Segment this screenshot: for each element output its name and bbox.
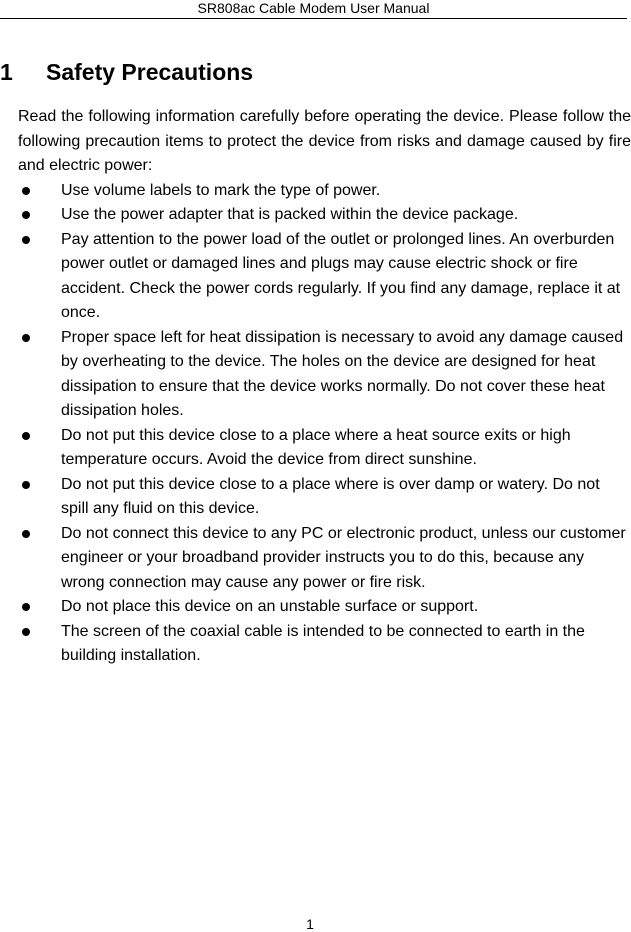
precaution-text: Proper space left for heat dissipation is necessary to avoid any damage caused by overheating to the device. The holes on the device are designed for heat dissipation to ensure that the device works normally. Do not cover these heat dissipation holes. bbox=[61, 328, 624, 419]
bullet-icon bbox=[22, 187, 30, 195]
precaution-item bbox=[18, 595, 631, 620]
precaution-item bbox=[18, 203, 631, 228]
bullet-icon bbox=[22, 481, 30, 489]
precaution-text: Do not connect this device to any PC or electronic product, unless our customer engineer or your broadband provider instructs you to do this, because any wrong connection may cause any power or fire risk. bbox=[61, 524, 626, 591]
precaution-item bbox=[18, 179, 631, 204]
bullet-icon bbox=[22, 334, 30, 342]
precaution-text: Do not put this device close to a place where a heat source exits or high temperature occurs. Avoid the device from direct sunshine. bbox=[61, 426, 571, 468]
manual-title: SR808ac Cable Modem User Manual bbox=[197, 0, 430, 16]
precaution-item bbox=[18, 424, 631, 473]
precaution-item bbox=[18, 522, 631, 596]
precaution-item bbox=[18, 326, 631, 424]
page-header bbox=[0, 0, 627, 19]
bullet-icon bbox=[22, 236, 30, 244]
precaution-text: Pay attention to the power load of the outlet or prolonged lines. An overburden power outlet or damaged lines and plugs may cause electric shock or fire accident. Check the power cords regularly. If you find any damage, replace it at once. bbox=[61, 230, 621, 321]
precaution-list bbox=[18, 179, 631, 669]
section-title: Safety Precautions bbox=[46, 59, 254, 85]
intro-paragraph: Read the following information carefully before operating the device. Please follow the following precaution items to protect the device from risks and damage caused by fire and electric power: bbox=[18, 108, 631, 174]
bullet-icon bbox=[22, 432, 30, 440]
precaution-text: Do not put this device close to a place where is over damp or watery. Do not spill any fluid on this device. bbox=[61, 475, 600, 517]
bullet-icon bbox=[22, 628, 30, 636]
precaution-item bbox=[18, 620, 631, 669]
page-content bbox=[18, 105, 631, 669]
precaution-item bbox=[18, 228, 631, 326]
bullet-icon bbox=[22, 211, 30, 219]
page-number: 1 bbox=[306, 916, 314, 932]
precaution-item bbox=[18, 473, 631, 522]
precaution-text: Use the power adapter that is packed within the device package. bbox=[61, 206, 519, 223]
section-number: 1 bbox=[0, 59, 13, 85]
bullet-icon bbox=[22, 603, 30, 611]
section-heading bbox=[0, 57, 253, 87]
precaution-text: Use volume labels to mark the type of power. bbox=[61, 181, 381, 199]
precaution-text: Do not place this device on an unstable surface or support. bbox=[61, 598, 479, 615]
precaution-text: The screen of the coaxial cable is intended to be connected to earth in the building installation. bbox=[61, 622, 585, 664]
bullet-icon bbox=[22, 530, 30, 538]
